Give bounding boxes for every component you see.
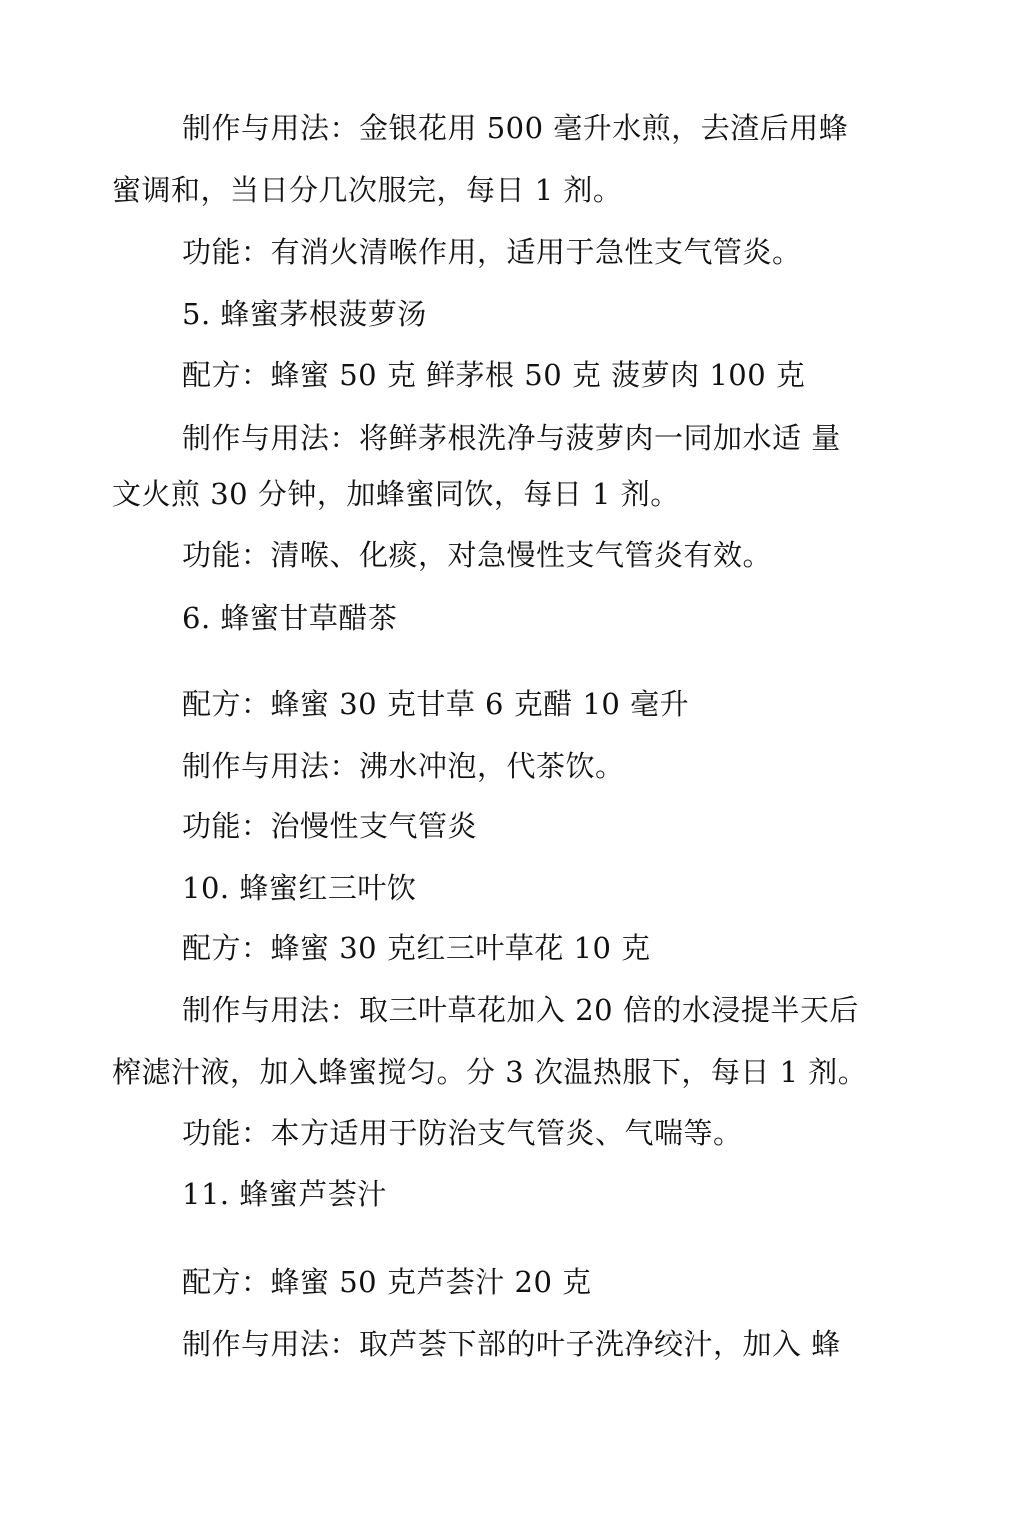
text-line: 制作与用法：将鲜茅根洗净与菠萝肉一同加水适 量 (182, 421, 841, 455)
text-line: 功能：治慢性支气管炎 (182, 809, 478, 843)
text-line: 榨滤汁液，加入蜂蜜搅匀。分 3 次温热服下，每日 1 剂。 (112, 1055, 868, 1089)
section-heading: 5. 蜂蜜茅根菠萝汤 (182, 297, 427, 331)
text-line: 功能：清喉、化痰，对急慢性支气管炎有效。 (182, 538, 773, 572)
text-line: 配方：蜂蜜 50 克芦荟汁 20 克 (182, 1265, 592, 1299)
text-line: 制作与用法：沸水冲泡，代茶饮。 (182, 749, 625, 783)
text-line: 功能：有消火清喉作用，适用于急性支气管炎。 (182, 235, 802, 269)
text-line: 蜜调和，当日分几次服完，每日 1 剂。 (112, 173, 623, 207)
section-heading: 10. 蜂蜜红三叶饮 (182, 871, 417, 905)
section-heading: 11. 蜂蜜芦荟汁 (182, 1177, 387, 1211)
text-line: 制作与用法：金银花用 500 毫升水煎，去渣后用蜂 (182, 111, 849, 145)
text-line: 文火煎 30 分钟，加蜂蜜同饮，每日 1 剂。 (112, 477, 680, 511)
section-heading: 6. 蜂蜜甘草醋茶 (182, 601, 398, 635)
text-line: 制作与用法：取芦荟下部的叶子洗净绞汁，加入 蜂 (182, 1327, 841, 1361)
text-line: 配方：蜂蜜 50 克 鲜茅根 50 克 菠萝肉 100 克 (182, 358, 806, 392)
text-line: 配方：蜂蜜 30 克红三叶草花 10 克 (182, 931, 651, 965)
text-line: 功能：本方适用于防治支气管炎、气喘等。 (182, 1116, 743, 1150)
text-line: 制作与用法：取三叶草花加入 20 倍的水浸提半天后 (182, 993, 859, 1027)
text-line: 配方：蜂蜜 30 克甘草 6 克醋 10 毫升 (182, 687, 690, 721)
